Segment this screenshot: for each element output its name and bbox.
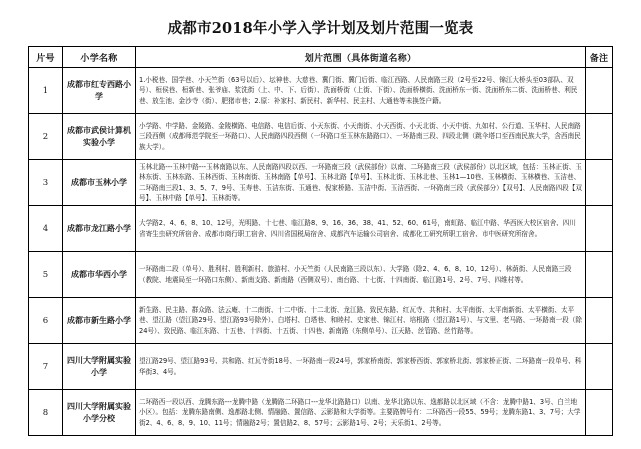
cell-no: 3 xyxy=(29,160,63,206)
table-row xyxy=(29,68,613,114)
cell-school-name: 成都市玉林小学 xyxy=(63,160,136,206)
cell-scope: 二环路西一段以西、龙腾东路---龙腾中路（龙腾路二环路口---龙华北路路口）以南、龙华北路以东、逸都路以北区域（不含：龙腾中路1、3号、白兰地小区）。包括：龙腾东路南侧、逸都路北侧、情融路、置信路、云影路和大学街等。主要路牌号有：二环路西一段55、59号；龙腾东路1、3、7号；大学街2、4、6、8、9、10、11号；情融路2号；置信路2、8、57号；云影路1号、2号；天乐街1、2号等。 xyxy=(136,390,586,436)
cell-remark xyxy=(586,298,613,344)
cell-school-name: 成都市新生路小学 xyxy=(63,298,136,344)
table-body xyxy=(29,68,613,436)
cell-remark xyxy=(586,68,613,114)
table-row xyxy=(29,298,613,344)
cell-no: 1 xyxy=(29,68,63,114)
table-header-row xyxy=(29,47,613,68)
cell-scope: 新生路、民主路、群众路、法云庵、十二南街、十二中街、十二北街、龙江路、致民东路、红瓦寺、共和村、太平南街、太平南新街、太平横街、太平巷、望江路（望江路29号、望江路93号除外）、白塔村、白塔巷、和睦村、史家巷、锦江村、培根路（望江路1号）、与文里、老马路、一环路南一段（除24号）、致民路、临江东路、十五巷、十四街、十五街、十四巷、新南路（东侧单号）、江天路、丝管路、丝竹路等。 xyxy=(136,298,586,344)
cell-school-name: 四川大学附属实验小学分校 xyxy=(63,390,136,436)
cell-remark xyxy=(586,344,613,390)
cell-school-name: 成都市武侯计算机实验小学 xyxy=(63,114,136,160)
cell-remark xyxy=(586,160,613,206)
table-row xyxy=(29,252,613,298)
cell-school-name: 成都市红专西路小学 xyxy=(63,68,136,114)
table-header xyxy=(29,47,613,68)
cell-no: 8 xyxy=(29,390,63,436)
table-row xyxy=(29,344,613,390)
cell-scope: 1.小税巷、国学巷、小天竺街（63号以后）、坛神巷、大慈巷、冀门街、冀门后街、临江西路、人民南路三段（2号至22号、锦江大桥头至03部队、双号）、桓侯巷、桓新巷、张爷庙、浆洗街（上、中、下、后街）、洗面桥街（上街、下街）、洗面桥横街、洗面桥东一街、洗面桥东二街、洗面桥巷、利民巷、放生池、金沙寺（街）、肥猪市巷；2.原：补家村、新民村、新华村、民主村、大通巷等未换签户籍。 xyxy=(136,68,586,114)
cell-scope: 望江路29号、望江路93号、共和路、红瓦寺街18号、一环路南一段24号，郭家桥南街、郭家桥西街、郭家桥北街、郭家桥正街、二环路南一段单号、科华街3、4号。 xyxy=(136,344,586,390)
school-district-table xyxy=(28,46,613,436)
cell-school-name: 四川大学附属实验小学 xyxy=(63,344,136,390)
cell-remark xyxy=(586,252,613,298)
cell-no: 2 xyxy=(29,114,63,160)
table-row xyxy=(29,160,613,206)
column-header-school: 小学名称 xyxy=(63,47,136,68)
cell-no: 5 xyxy=(29,252,63,298)
column-header-scope: 划片范围（具体街道名称） xyxy=(136,47,586,68)
table-row xyxy=(29,206,613,252)
cell-scope: 大学路2、4、6、8、10、12号，光明路、十七巷、临江路8、9、16、36、38、41、52、60、61号，南虹路、临江中路、华西医大校区宿舍、四川省寄生虫研究所宿舍、成都市商行职工宿舍、四川省国税局宿舍、成都汽车运输公司宿舍、成都化工研究所职工宿舍、市中医研究所宿舍。 xyxy=(136,206,586,252)
cell-remark xyxy=(586,390,613,436)
cell-scope: 玉林北路---玉林中路---玉林南路以东、人民南路四段以西、一环路南三段（武侯部份）以南、二环路南三段（武侯部份）以北区域，包括：玉林正街、玉林东街、玉林东路、玉林西街、玉林南街、玉林南路【单号】、玉林北路【单号】、玉林北街、玉林北巷、玉林1—10巷、玉林横街、玉林横巷、玉洁巷、二环路南三段1、3、5、7、9号、玉寿巷、玉洁东街、玉通巷、倪家桥路、玉洁中街、玉洁西街、一环路南三段（武侯部分）【双号】、人民南路四段【双号】、玉林中路【单号】、玉林街等。 xyxy=(136,160,586,206)
column-header-remark: 备注 xyxy=(586,47,613,68)
cell-school-name: 成都市龙江路小学 xyxy=(63,206,136,252)
table-row xyxy=(29,390,613,436)
cell-scope: 小学路、中学路、金陵路、金陵横路、电信路、电信后街、小天东街、小天南街、小天西街、小天北街、小天中街、九如村、公行道、玉华村、人民南路三段西侧（成都师范学院至一环路口）、人民南路四段西侧（一环路口至玉林东路路口）、一环路南三段、四段北侧（跳伞塔口至西南民族大学，含西南民族大学）。 xyxy=(136,114,586,160)
cell-no: 6 xyxy=(29,298,63,344)
cell-school-name: 成都市华西小学 xyxy=(63,252,136,298)
cell-scope: 一环路南二段（单号）、胜利村、胜利新村、旅游村、小天竺街（人民南路三段以东）、大学路（除2、4、6、8、10、12号）、林荫街、人民南路三段（教院、地震局至一环路口东侧）、新南支路、新南路（西侧双号）、南台路、十七街、十四南街、临江路1号、2号、7号、四维村等。 xyxy=(136,252,586,298)
cell-no: 4 xyxy=(29,206,63,252)
cell-no: 7 xyxy=(29,344,63,390)
column-header-no: 片号 xyxy=(29,47,63,68)
cell-remark xyxy=(586,114,613,160)
page-title: 成都市2018年小学入学计划及划片范围一览表 xyxy=(167,20,474,37)
table-row xyxy=(29,114,613,160)
cell-remark xyxy=(586,206,613,252)
